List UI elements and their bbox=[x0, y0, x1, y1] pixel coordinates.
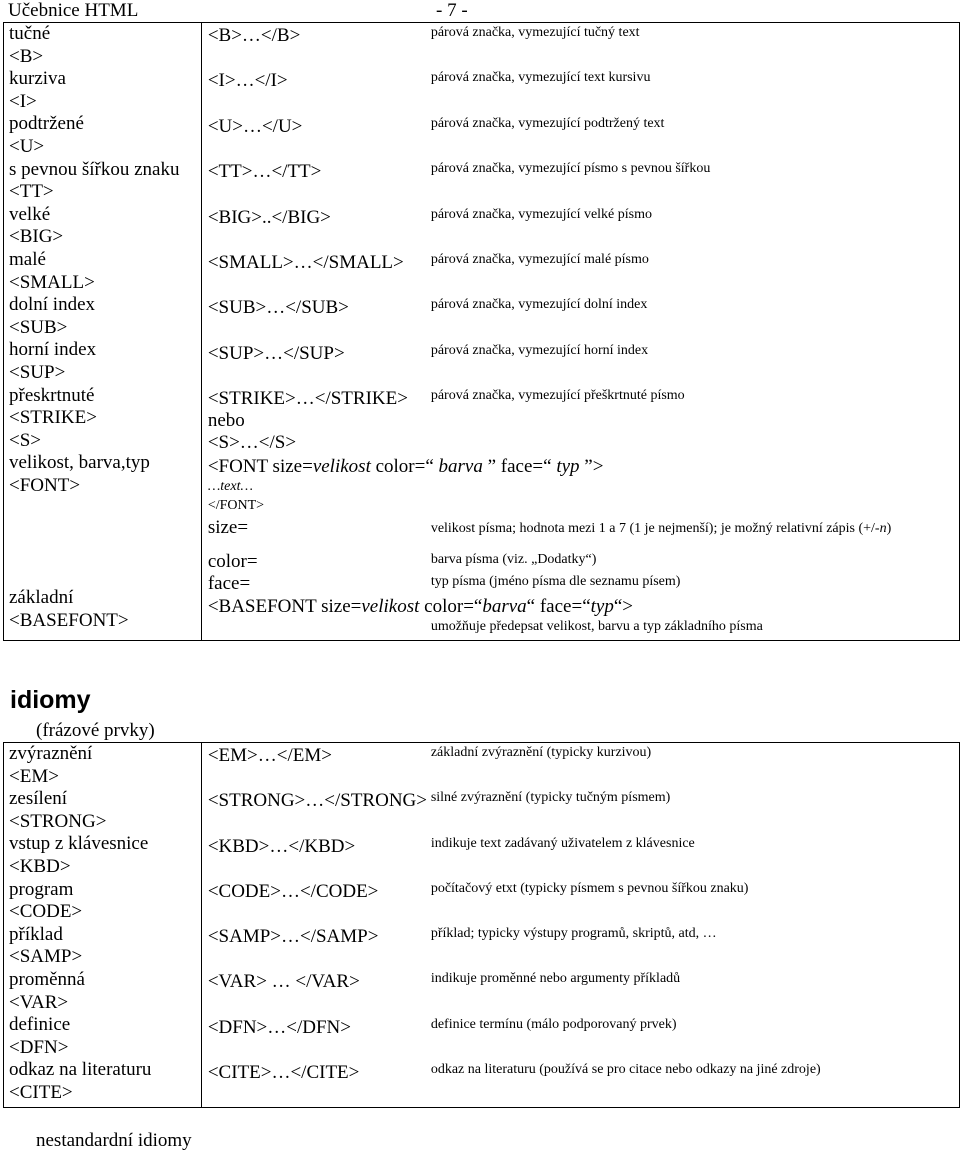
syntax-text: <S>…</S> bbox=[207, 432, 297, 454]
idiom-syntax-row bbox=[202, 1015, 959, 1060]
element-tag: <SUP> bbox=[9, 361, 66, 383]
footer-text: nestandardní idiomy bbox=[36, 1130, 192, 1151]
idiom-tag: <KBD> bbox=[9, 855, 71, 877]
idiom-syntax-row bbox=[202, 788, 959, 833]
element-name: s pevnou šířkou znaku bbox=[9, 158, 180, 180]
syntax-part: <FONT size= bbox=[207, 456, 313, 478]
syntax-part: “ face=“ bbox=[526, 596, 591, 618]
description: silné zvýraznění (typicky tučným písmem) bbox=[430, 790, 671, 806]
idiom-syntax-column bbox=[201, 743, 959, 1108]
idiom-name: program bbox=[9, 878, 74, 900]
element-tag: <B> bbox=[9, 45, 44, 67]
description: příklad; typicky výstupy programů, skriptů, atd, … bbox=[430, 926, 717, 942]
syntax-text: <I>…</I> bbox=[207, 70, 288, 92]
syntax-text: <DFN>…</DFN> bbox=[207, 1016, 351, 1038]
syntax-row bbox=[202, 250, 959, 295]
document-title: Učebnice HTML bbox=[8, 0, 139, 21]
element-name: kurziva bbox=[9, 68, 66, 90]
idiom-syntax-row bbox=[202, 1060, 959, 1105]
element-tag: <FONT> bbox=[9, 474, 81, 496]
description: párová značka, vymezující tučný text bbox=[430, 25, 640, 40]
formatting-tags-table bbox=[3, 22, 960, 641]
element-tag: <SUB> bbox=[9, 316, 68, 338]
syntax-text: <KBD>…</KBD> bbox=[207, 835, 356, 857]
syntax-part: barva bbox=[438, 456, 483, 478]
basefont-syntax bbox=[208, 596, 633, 618]
idiom-name: příklad bbox=[9, 923, 63, 945]
element-tag: <U> bbox=[9, 135, 45, 157]
syntax-text: <BIG>..</BIG> bbox=[207, 206, 331, 228]
description: indikuje text zadávaný uživatelem z klávesnice bbox=[430, 835, 695, 851]
element-name: podtržené bbox=[9, 113, 84, 135]
idiom-syntax-row bbox=[202, 969, 959, 1014]
idiom-tag: <EM> bbox=[9, 765, 59, 787]
syntax-part: typ bbox=[590, 596, 614, 618]
element-name: dolní index bbox=[9, 294, 96, 316]
idiom-syntax-row bbox=[202, 743, 959, 788]
syntax-text: <SMALL>…</SMALL> bbox=[207, 251, 404, 273]
element-tag: <STRIKE> bbox=[9, 407, 97, 429]
size-desc-part: velikost písma; hodnota mezi 1 a 7 (1 je nejmenší); je možný relativní zápis (+/- bbox=[430, 521, 880, 537]
description: základní zvýraznění (typicky kurzivou) bbox=[430, 745, 652, 760]
element-tag: <S> bbox=[9, 429, 41, 451]
syntax-text: <CITE>…</CITE> bbox=[207, 1062, 360, 1084]
size-description bbox=[431, 519, 951, 538]
size-desc-part: n bbox=[879, 521, 887, 537]
idiom-name: vstup z klávesnice bbox=[9, 833, 149, 855]
syntax-text: <STRIKE>…</STRIKE> bbox=[207, 388, 408, 410]
description: párová značka, vymezující písmo s pevnou šířkou bbox=[430, 161, 711, 177]
idiom-tag: <CITE> bbox=[9, 1081, 73, 1103]
idiom-name: proměnná bbox=[9, 968, 85, 990]
description: párová značka, vymezující velké písmo bbox=[430, 206, 653, 222]
description: indikuje proměnné nebo argumenty příkladů bbox=[430, 971, 681, 987]
idiom-tag: <STRONG> bbox=[9, 810, 107, 832]
element-tag: <I> bbox=[9, 90, 37, 112]
syntax-part: color=“ bbox=[419, 596, 483, 618]
syntax-part: velikost bbox=[312, 456, 371, 478]
syntax-row bbox=[202, 114, 959, 159]
syntax-part: “> bbox=[613, 596, 634, 618]
description: definice termínu (málo podporovaný prvek) bbox=[430, 1016, 677, 1032]
description: párová značka, vymezující dolní index bbox=[430, 297, 648, 313]
idiom-syntax-row bbox=[202, 834, 959, 879]
element-name: přeskrtnuté bbox=[9, 384, 95, 406]
face-label: face= bbox=[207, 573, 251, 595]
syntax-part: barva bbox=[482, 596, 527, 618]
element-tag: <BIG> bbox=[9, 226, 64, 248]
syntax-row bbox=[202, 341, 959, 386]
text-placeholder: …text… bbox=[207, 479, 253, 495]
close-tag: </FONT> bbox=[207, 498, 265, 514]
syntax-part: color=“ bbox=[370, 456, 439, 478]
names-column bbox=[4, 23, 202, 641]
color-description: barva písma (viz. „Dodatky“) bbox=[430, 552, 597, 568]
size-label: size= bbox=[207, 517, 249, 539]
idiom-names-column bbox=[4, 743, 202, 1108]
syntax-part: <BASEFONT size= bbox=[207, 596, 362, 618]
idiom-name: odkaz na literaturu bbox=[9, 1059, 152, 1081]
element-tag: <TT> bbox=[9, 181, 54, 203]
idioms-table bbox=[3, 742, 960, 1108]
font-block bbox=[202, 454, 959, 594]
syntax-part: ” face=“ bbox=[482, 456, 557, 478]
syntax-text: <EM>…</EM> bbox=[207, 745, 332, 766]
idiom-tag: <CODE> bbox=[9, 901, 83, 923]
idiom-name: zesílení bbox=[9, 788, 68, 810]
idiom-tag: <DFN> bbox=[9, 1036, 69, 1058]
section-subheading: (frázové prvky) bbox=[36, 720, 155, 741]
idiom-name: zvýraznění bbox=[9, 743, 93, 764]
syntax-column bbox=[201, 23, 959, 641]
syntax-row bbox=[202, 386, 959, 454]
spacer bbox=[4, 497, 201, 587]
syntax-part: velikost bbox=[361, 596, 420, 618]
syntax-row bbox=[202, 205, 959, 250]
syntax-text: <SUB>…</SUB> bbox=[207, 297, 349, 319]
syntax-text: <CODE>…</CODE> bbox=[207, 880, 379, 902]
description: počítačový etxt (typicky písmem s pevnou šířkou znaku) bbox=[430, 880, 749, 896]
description: odkaz na literaturu (používá se pro citace nebo odkazy na jiné zdroje) bbox=[430, 1062, 821, 1078]
description: párová značka, vymezující přeškrtnuté písmo bbox=[430, 388, 685, 404]
description: párová značka, vymezující text kursivu bbox=[430, 70, 651, 86]
syntax-text: <STRONG>…</STRONG> bbox=[207, 790, 427, 812]
element-name: malé bbox=[9, 248, 46, 270]
syntax-row bbox=[202, 295, 959, 340]
idiom-tag: <SAMP> bbox=[9, 946, 83, 968]
syntax-part: typ bbox=[556, 456, 580, 478]
syntax-text: <SUP>…</SUP> bbox=[207, 342, 345, 364]
element-name: tučné bbox=[9, 23, 51, 44]
idiom-syntax-row bbox=[202, 879, 959, 924]
element-name: horní index bbox=[9, 339, 97, 361]
or-text: nebo bbox=[207, 410, 245, 432]
page-number: - 7 - bbox=[436, 0, 468, 21]
idiom-syntax-row bbox=[202, 924, 959, 969]
color-label: color= bbox=[207, 551, 258, 573]
syntax-text: <U>…</U> bbox=[207, 115, 303, 137]
page-header bbox=[0, 0, 960, 24]
element-name: velikost, barva,typ bbox=[9, 452, 150, 474]
idiom-tag: <VAR> bbox=[9, 991, 69, 1013]
syntax-part: ”> bbox=[579, 456, 604, 478]
element-tag: <BASEFONT> bbox=[9, 610, 129, 632]
size-desc-part: ) bbox=[886, 521, 892, 537]
syntax-text: <SAMP>…</SAMP> bbox=[207, 926, 379, 948]
font-syntax bbox=[208, 456, 604, 478]
description: párová značka, vymezující malé písmo bbox=[430, 251, 649, 267]
syntax-row bbox=[202, 159, 959, 204]
face-description: typ písma (jméno písma dle seznamu písem) bbox=[430, 574, 681, 590]
section-heading: idiomy bbox=[10, 686, 91, 714]
syntax-text: <VAR> … </VAR> bbox=[207, 971, 360, 993]
basefont-block bbox=[202, 594, 959, 640]
element-name: velké bbox=[9, 203, 51, 225]
syntax-row bbox=[202, 23, 959, 68]
description: párová značka, vymezující horní index bbox=[430, 342, 649, 358]
element-tag: <SMALL> bbox=[9, 271, 95, 293]
idiom-name: definice bbox=[9, 1014, 71, 1036]
syntax-row bbox=[202, 68, 959, 113]
element-name: základní bbox=[9, 587, 74, 609]
description: párová značka, vymezující podtržený text bbox=[430, 115, 665, 131]
syntax-text: <TT>…</TT> bbox=[207, 161, 322, 183]
basefont-description: umožňuje předepsat velikost, barvu a typ základního písma bbox=[430, 619, 763, 635]
syntax-text: <B>…</B> bbox=[207, 25, 301, 46]
